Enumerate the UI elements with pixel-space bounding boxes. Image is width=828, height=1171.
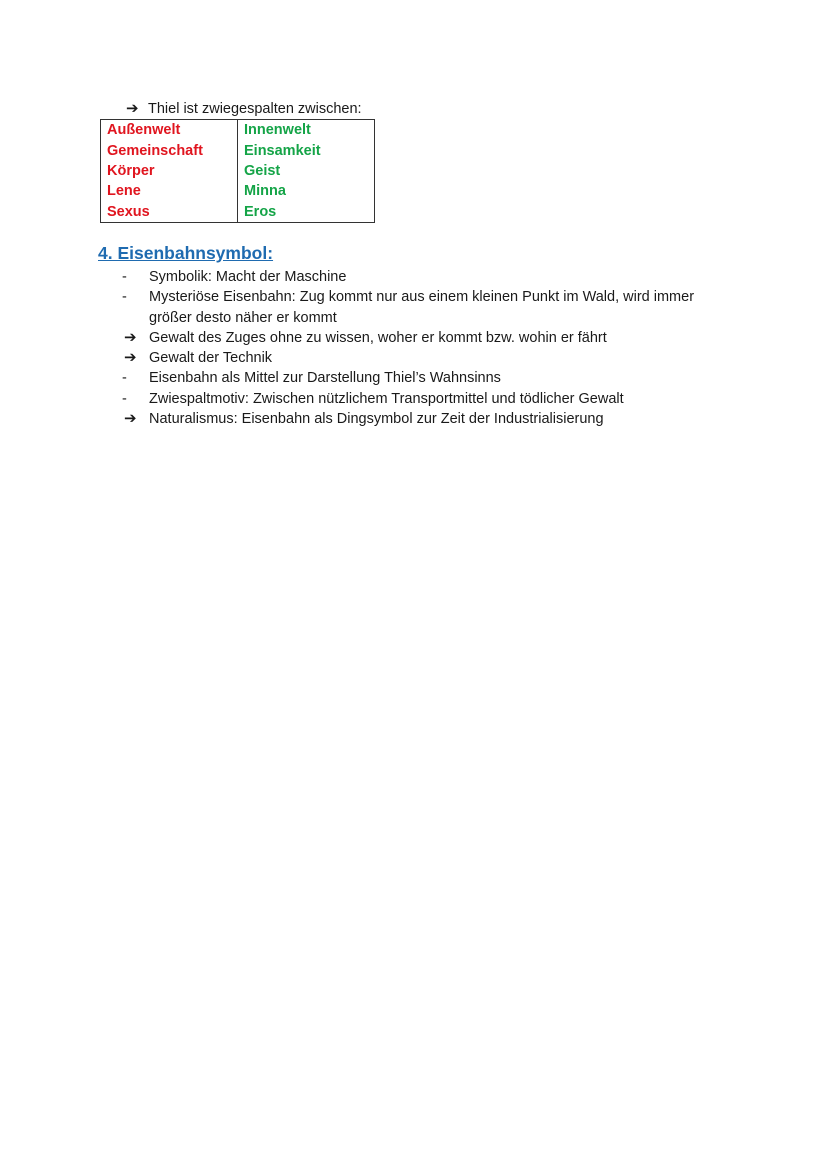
- dash-bullet: -: [122, 289, 127, 306]
- list-item-text: Eisenbahn als Mittel zur Darstellung Thiel’s Wahnsinns: [149, 370, 501, 387]
- table-row: [101, 181, 375, 201]
- list-item: [118, 328, 738, 348]
- table-row: [101, 202, 375, 223]
- arrow-icon: ➔: [124, 328, 137, 346]
- dash-bullet: -: [122, 390, 127, 407]
- comparison-table: [100, 119, 375, 223]
- list-item: [118, 287, 738, 328]
- list-item-text: Gewalt der Technik: [149, 350, 273, 367]
- left-cell: Außenwelt: [101, 120, 238, 141]
- intro-text: Thiel ist zwiegespalten zwischen:: [148, 101, 362, 117]
- dash-bullet: -: [122, 370, 127, 387]
- list-item: [118, 409, 738, 429]
- section-heading: 4. Eisenbahnsymbol:: [98, 243, 274, 263]
- arrow-icon: ➔: [124, 349, 137, 367]
- list-item: [118, 348, 738, 368]
- list-item: [118, 368, 738, 388]
- intro-line: [126, 100, 362, 118]
- arrow-icon: ➔: [126, 100, 139, 117]
- arrow-icon: ➔: [124, 410, 137, 428]
- list-item-text: Symbolik: Macht der Maschine: [149, 269, 347, 285]
- list-item: [118, 267, 738, 287]
- left-cell: Körper: [101, 161, 238, 181]
- list-item-text: Mysteriöse Eisenbahn: Zug kommt nur aus einem kleinen Punkt im Wald, wird immer größer desto näher er kommt: [149, 289, 695, 326]
- right-cell: Geist: [238, 161, 375, 181]
- bullet-list: [118, 267, 738, 429]
- right-cell: Einsamkeit: [238, 140, 375, 160]
- dash-bullet: -: [122, 269, 127, 285]
- table-row: [101, 161, 375, 181]
- right-cell: Eros: [238, 202, 375, 223]
- left-cell: Gemeinschaft: [101, 140, 238, 160]
- list-item-text: Zwiespaltmotiv: Zwischen nützlichem Transportmittel und tödlicher Gewalt: [149, 390, 624, 407]
- right-cell: Minna: [238, 181, 375, 201]
- right-cell: Innenwelt: [238, 120, 375, 141]
- left-cell: Sexus: [101, 202, 238, 223]
- list-item: [118, 389, 738, 409]
- table-row: [101, 120, 375, 141]
- list-item-text: Gewalt des Zuges ohne zu wissen, woher er kommt bzw. wohin er fährt: [149, 329, 607, 346]
- table-row: [101, 140, 375, 160]
- list-item-text: Naturalismus: Eisenbahn als Dingsymbol zur Zeit der Industrialisierung: [149, 411, 604, 428]
- left-cell: Lene: [101, 181, 238, 201]
